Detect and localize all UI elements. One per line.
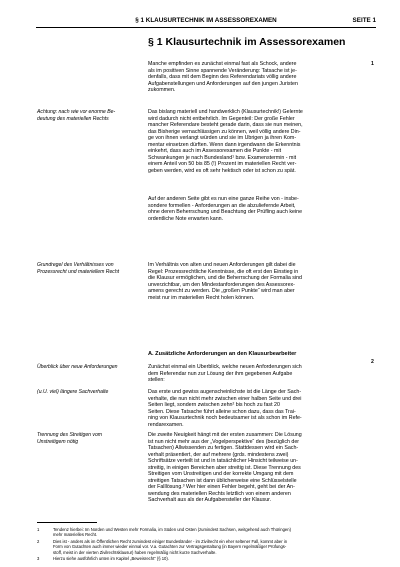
chapter-title: § 1 Klausurtechnik im Assessorexamen [148, 36, 346, 48]
text-line: rendarexamen. [148, 421, 184, 428]
body-paragraph [148, 61, 360, 94]
footnote-text [53, 556, 373, 561]
text-line: Sachverhalt aus als der Aufgabensteller der Klausur. [148, 497, 272, 504]
text-line: wendung des materiellen Rechts letztlich von einem anderen [148, 490, 291, 497]
text-line: ordentliche Note erwarten kann. [148, 215, 224, 222]
text-line: mentar einsetzen dürften. Wenn dann irgendwann die Erkenntnis [148, 141, 301, 148]
text-line: Seiten liegt, sondern zwischen zehn² bis hoch zu fast 20 [148, 402, 280, 409]
running-header-title: § 1 KLAUSURTECHNIK IM ASSESSOREXAMEN [135, 17, 277, 24]
margin-note-line: Unstreitigem nötig [37, 438, 79, 445]
text-line: verhalte, die nun nicht mehr zwischen einer halben Seite und drei [148, 395, 302, 402]
text-line: das Bisherige vernachlässigen zu können, weil völlig andere Din- [148, 128, 301, 135]
text-line: amens gerecht zu werden. Die „großen Punkte“ wird man aber [148, 288, 295, 295]
text-line: zukommen. [148, 87, 176, 94]
text-line: als im positiven Sinne spannende Veränderung: Tatsache ist je- [148, 67, 297, 74]
text-line: Regel: Prozessrechtliche Kenntnisse, die oft erst den Einstieg in [148, 268, 299, 275]
text-line: mancher Referendare besteht gerade darin, dass sie nun meinen, [148, 122, 303, 129]
text-line: der Falllösung.³ Wer hier einen Fehler begeht, geht bei der An- [148, 484, 295, 491]
text-line: Manche empfinden es zunächst einmal fast als Schock, andere [148, 61, 297, 67]
body-paragraph [148, 389, 360, 428]
text-line: verhalt präsentiert, der auf mehrere (grds. mindestens zwei) [148, 451, 289, 458]
text-line: die Klausur ermöglichen, und die Beherrschung der Formalia sind [148, 275, 302, 282]
footnote-line: Dies ist - anders als im Öffentlichen Recht zumindest einiger Bundesländer - im Zivilrecht ein eher seltener Fall, kommt aber in [53, 539, 288, 544]
text-line: Im Verhältnis von alten und neuen Anforderungen gilt dabei die [148, 262, 296, 268]
running-header-page: SEITE 1 [352, 17, 376, 24]
text-line: einkehrt, dass auch im Assessorexamen die Punkte - mit [148, 148, 282, 155]
text-line: Das erste und gewiss augenscheinlichste ist die Länge der Sach- [148, 389, 302, 395]
footnote-number: 3 [37, 556, 40, 561]
text-line: Aufgabenstellungen und Anforderungen auf den jungen Juristen [148, 80, 298, 87]
text-line: einem Anteil von 50 bis 85 (!) Prozent im materiellen Recht ver- [148, 161, 297, 168]
running-header [36, 14, 376, 26]
footnote-text [53, 539, 373, 555]
margin-note-line: (u.U. viel) längere Sachverhalte [37, 389, 109, 395]
text-line: ohne deren Beherrschung und Beachtung der Prüfling auch keine [148, 209, 303, 216]
margin-number: 2 [371, 359, 374, 365]
text-line: Zunächst einmal ein Überblick, welche neuen Anforderungen sich [148, 364, 302, 370]
text-line: wird dadurch nicht entbehrlich. Im Gegenteil: Der große Fehler [148, 115, 295, 122]
margin-number: 1 [371, 61, 374, 67]
margin-note [37, 109, 145, 122]
text-line: Seiten. Diese Tatsache führt alleine schon dazu, dass das Trai- [148, 408, 296, 415]
footnote-line: stoff, meist in der vierten Zivilrechtsklausur) haben regelmäßig nicht kurze Sachverhalte. [53, 549, 217, 555]
margin-note-line: Überblick über neue Anforderungen [37, 364, 118, 370]
margin-note [37, 364, 145, 371]
text-line: denfalls, dass mit dem Beginn des Referendariats völlig andere [148, 74, 297, 81]
text-line: meist nur im materiellen Recht holen können. [148, 294, 255, 301]
margin-note [37, 389, 145, 396]
footnote-line: Tendenz hierbei: Im Norden und Westen mehr Formalia, im Süden und Osten (zumindest Sachsen, weitgehend auch Thüringen) [53, 527, 291, 532]
margin-note [37, 262, 145, 275]
margin-note-line: deutung des materiellen Rechts [37, 115, 109, 122]
text-line: Streitigen vom Unstreitigen und der korrekte Umgang mit dem [148, 471, 294, 478]
footnote-line: Hierzu siehe ausführlich unten im Kapitel „Beweisrecht“ (§ 10). [53, 556, 169, 561]
text-line: ning von Klausurtechnik noch bedeutsamer ist als schon im Refe- [148, 415, 302, 422]
text-line: sondere formellen - Anforderungen an die abzuliefernde Arbeit, [148, 202, 296, 209]
margin-note-line: Grundregel des Verhältnisses von [37, 262, 114, 268]
margin-note-line: Achtung: nach wie vor enorme Be- [37, 109, 116, 115]
text-line: streitig, in einigen Bereichen aber streitig ist. Diese Trennung des [148, 464, 301, 471]
body-paragraph [148, 262, 360, 301]
footnote-line: mehr materielles Recht. [53, 532, 98, 538]
text-line: Schwankungen je nach Bundesland¹ bzw. Examenstermin - mit [148, 154, 297, 161]
footnote-rule [37, 522, 97, 523]
text-line: geben werden, wird es oft sehr hektisch oder ist schon zu spät. [148, 167, 296, 174]
text-line: Das bislang materiell und handwerklich (Klausurtechnik!) Gelernte [148, 109, 303, 115]
body-paragraph [148, 432, 360, 504]
margin-note-line: Prozessrecht und materiellem Recht [37, 268, 120, 275]
text-line: Die zweite Neuigkeit hängt mit der ersten zusammen: Die Lösung [148, 432, 302, 438]
text-line: stellen: [148, 377, 165, 384]
footnote-number: 2 [37, 539, 40, 544]
text-line: ist nun nicht mehr aus der „Vogelperspektive“ des (bezüglich der [148, 438, 300, 445]
text-line: Tatsachen) Allwissenden zu fertigen. Stattdessen wird ein Sach- [148, 445, 299, 452]
margin-note [37, 432, 145, 445]
text-line: Schriftsätze verteilt ist und in tatsächlicher Hinsicht teilweise un- [148, 458, 298, 465]
text-line: Auf der anderen Seite gibt es nun eine ganze Reihe von - insbe- [148, 196, 299, 202]
header-rule [36, 27, 376, 28]
text-line: ge von ihnen verlangt würden und sie im Übrigen ja ihren Kom- [148, 135, 297, 142]
margin-note-line: Trennung des Streitigen vom [37, 432, 103, 438]
text-line: dem Referendar nun zur Lösung der ihm gegebenen Aufgabe [148, 370, 293, 377]
text-line: unverzichtbar, um den Mindestanforderungen des Assessorex- [148, 281, 295, 288]
footnote-number: 1 [37, 527, 40, 532]
body-paragraph [148, 196, 360, 222]
body-paragraph [148, 364, 360, 384]
footnote-text [53, 527, 373, 538]
text-line: streitigen Tatsachen ist dann üblicherweise eine Schlüsselstelle [148, 477, 297, 484]
footnote-line: Form von Gutachten auch immer wieder einmal vor. V.a. Gutachten zur Vertragsgestaltung (in Bayern regelmäßiger Prüfungs- [53, 544, 287, 550]
body-paragraph [148, 109, 360, 174]
section-subheading: A. Zusätzliche Anforderungen an den Klausurbearbeiter [148, 351, 297, 357]
